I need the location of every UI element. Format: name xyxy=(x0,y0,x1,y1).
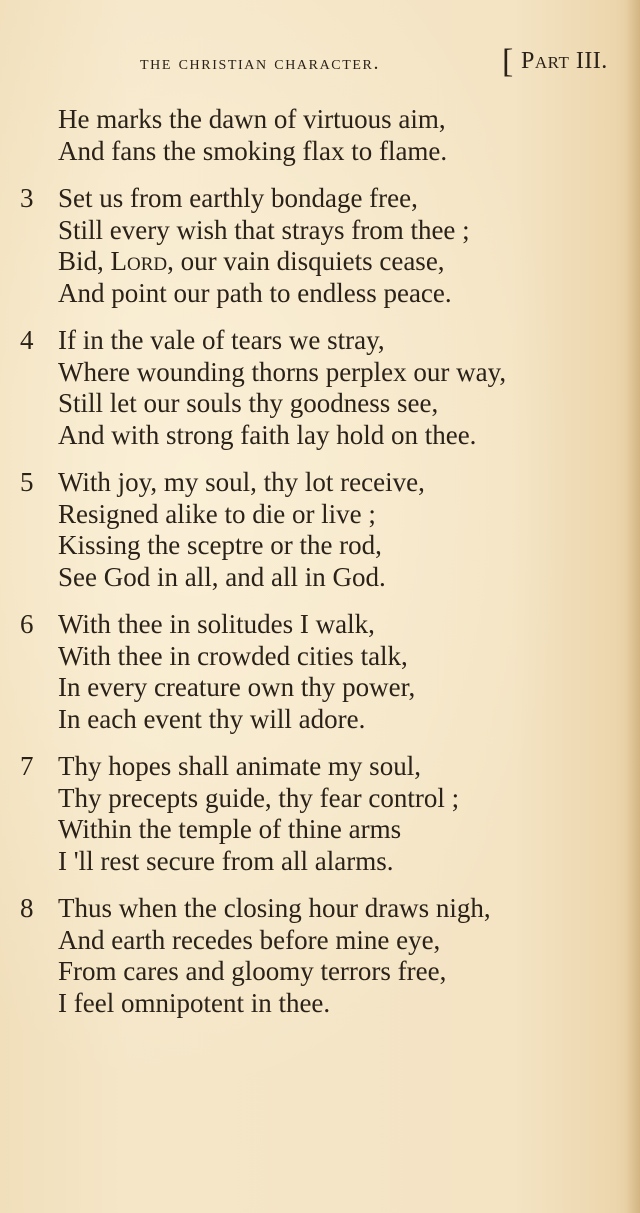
part-label: Part III. xyxy=(521,48,608,74)
verse-line: Within the temple of thine arms xyxy=(58,814,402,844)
stanza-7 xyxy=(20,751,620,877)
stanza-continued xyxy=(20,104,620,167)
verse-line: Thus when the closing hour draws nigh, xyxy=(58,893,491,923)
verse-line: From cares and gloomy terrors free, xyxy=(58,956,447,986)
verse-line: He marks the dawn of virtuous aim, xyxy=(58,104,446,134)
hymn-text xyxy=(20,104,620,1019)
stanza-number: 4 xyxy=(20,325,34,355)
stanza-6 xyxy=(20,609,620,735)
verse-line: In each event thy will adore. xyxy=(58,703,366,734)
verse-line: Where wounding thorns perplex our way, xyxy=(58,356,507,387)
verse-line: And with strong faith lay hold on thee. xyxy=(58,419,477,450)
verse-line-before: Bid, xyxy=(58,246,111,276)
verse-line: Still every wish that strays from thee ; xyxy=(58,214,470,245)
stanza-number: 8 xyxy=(20,893,34,923)
verse-line: Set us from earthly bondage free, xyxy=(58,183,418,213)
verse-line: With thee in crowded cities talk, xyxy=(58,640,408,671)
verse-line: Still let our souls thy goodness see, xyxy=(58,388,439,418)
stanza-8 xyxy=(20,893,620,1019)
verse-line: And point our path to endless peace. xyxy=(58,277,452,308)
stanza-number: 3 xyxy=(20,183,34,213)
verse-line-lord xyxy=(20,246,620,278)
page-edge-shadow xyxy=(626,0,640,1213)
verse-line: If in the vale of tears we stray, xyxy=(58,325,385,355)
lord-small-caps: Lord xyxy=(110,246,168,276)
stanza-number: 5 xyxy=(20,467,34,497)
verse-line: And earth recedes before mine eye, xyxy=(58,924,441,955)
verse-line-after: , our vain disquiets cease, xyxy=(167,246,445,276)
verse-line: In every creature own thy power, xyxy=(58,672,416,702)
verse-line: And fans the smoking flax to flame. xyxy=(58,135,448,166)
running-title: the christian character. xyxy=(140,52,381,74)
stanza-4 xyxy=(20,325,620,451)
stanza-3 xyxy=(20,183,620,309)
verse-line: With thee in solitudes I walk, xyxy=(58,609,375,639)
stanza-number: 7 xyxy=(20,751,34,781)
stanza-5 xyxy=(20,467,620,593)
verse-line: Thy precepts guide, thy fear control ; xyxy=(58,782,460,813)
stanza-number: 6 xyxy=(20,609,34,639)
verse-line: I 'll rest secure from all alarms. xyxy=(58,845,394,876)
verse-line: I feel omnipotent in thee. xyxy=(58,987,331,1018)
verse-line: Kissing the sceptre or the rod, xyxy=(58,530,382,560)
running-header xyxy=(140,43,635,86)
verse-line: See God in all, and all in God. xyxy=(58,561,386,592)
verse-line: Resigned alike to die or live ; xyxy=(58,498,376,529)
verse-line: Thy hopes shall animate my soul, xyxy=(58,751,421,781)
header-bracket: [ xyxy=(502,43,514,80)
verse-line: With joy, my soul, thy lot receive, xyxy=(58,467,425,497)
